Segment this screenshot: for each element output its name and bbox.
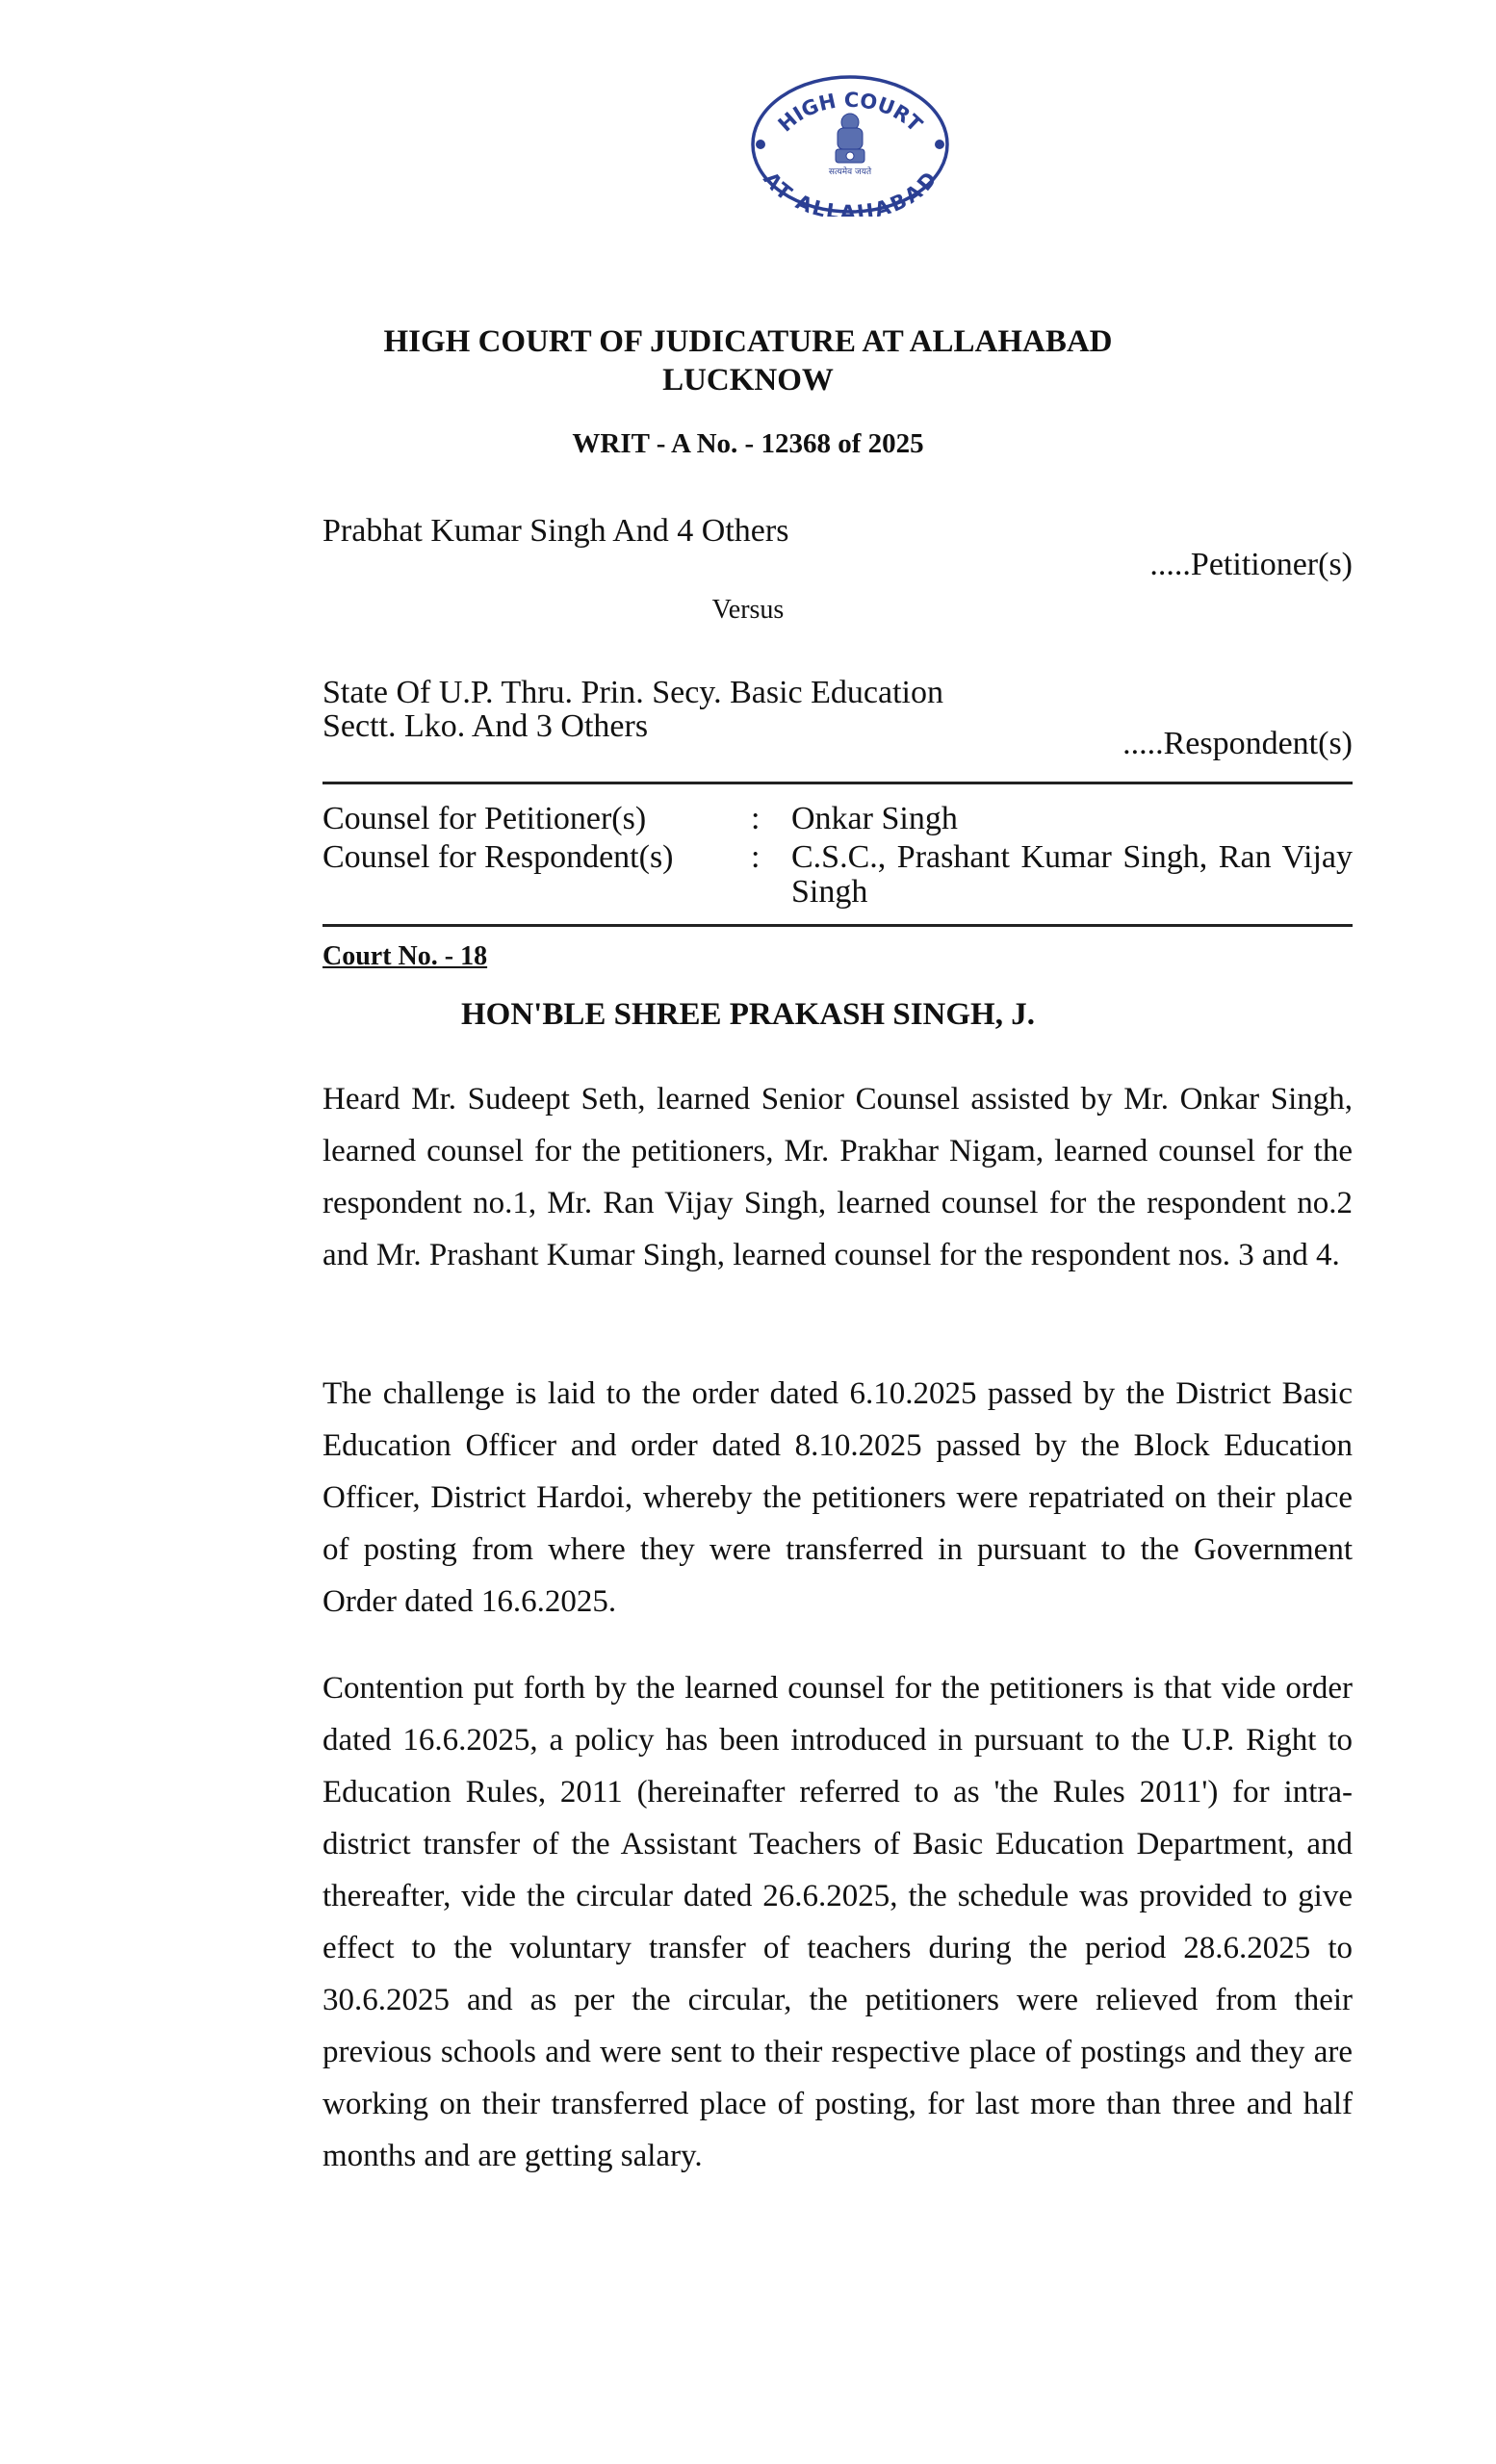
counsel-petitioner-label: Counsel for Petitioner(s): [322, 801, 647, 836]
judge-name: HON'BLE SHREE PRAKASH SINGH, J.: [461, 997, 1035, 1032]
svg-text:सत्यमेव जयते: सत्यमेव जयते: [828, 167, 872, 177]
divider-bottom: [322, 924, 1353, 927]
counsel-respondent-row: [322, 840, 1353, 910]
high-court-logo: [749, 72, 951, 217]
svg-text:HIGH COURT: HIGH COURT: [773, 88, 927, 137]
counsel-separator: :: [751, 801, 761, 836]
counsel-petitioner-value: Onkar Singh: [791, 801, 958, 836]
respondent-name-line2: Sectt. Lko. And 3 Others: [322, 708, 649, 744]
case-number: WRIT - A No. - 12368 of 2025: [572, 428, 924, 459]
court-title-line1: HIGH COURT OF JUDICATURE AT ALLAHABAD: [383, 324, 1113, 359]
counsel-separator: :: [751, 839, 761, 875]
paragraph-1: Heard Mr. Sudeept Seth, learned Senior Counsel assisted by Mr. Onkar Singh, learned counsel for the petitioners, Mr. Prakhar Nigam, learned counsel for the respondent no.1, Mr. Ran Vijay Singh, learned counsel for the respondent no.2 and Mr. Prashant Kumar Singh, learned counsel for the respondent nos. 3 and 4.: [322, 1082, 1353, 1272]
respondent-name-line1: State Of U.P. Thru. Prin. Secy. Basic Education: [322, 675, 943, 710]
petitioner-label: .....Petitioner(s): [1149, 547, 1353, 582]
counsel-petitioner-row: [322, 802, 1353, 836]
paragraph-2: The challenge is laid to the order dated 6.10.2025 passed by the District Basic Education Officer and order dated 8.10.2025 passed by the Block Education Officer, District Hardoi, whereby the petitioners were repatriated on their place of posting from where they were transferred in pursuant to the Government Order dated 16.6.2025.: [322, 1376, 1353, 1619]
court-seal-icon: [749, 72, 951, 217]
svg-text:AT ALLAHABAD: AT ALLAHABAD: [759, 167, 941, 217]
counsel-respondent-value: C.S.C., Prashant Kumar Singh, Ran Vijay Singh: [791, 839, 1353, 910]
petitioner-name: Prabhat Kumar Singh And 4 Others: [322, 513, 789, 549]
divider-top: [322, 782, 1353, 784]
counsel-respondent-label: Counsel for Respondent(s): [322, 839, 674, 875]
court-title: [0, 322, 1496, 399]
paragraph-3: Contention put forth by the learned counsel for the petitioners is that vide order dated 16.6.2025, a policy has been introduced in pursuant to the U.P. Right to Education Rules, 2011 (hereinafter referred to as 'the Rules 2011') for intra-district transfer of the Assistant Teachers of Basic Education Department, and thereafter, vide the circular dated 26.6.2025, the schedule was provided to give effect to the voluntary transfer of teachers during the period 28.6.2025 to 30.6.2025 and as per the circular, the petitioners were relieved from their previous schools and were sent to their respective place of postings and they are working on their transferred place of posting, for last more than three and half months and are getting salary.: [322, 1671, 1353, 2173]
versus-label: Versus: [711, 595, 785, 625]
respondent-label: .....Respondent(s): [1122, 726, 1353, 761]
court-title-line2: LUCKNOW: [662, 363, 834, 398]
court-number: Court No. - 18: [322, 941, 488, 971]
